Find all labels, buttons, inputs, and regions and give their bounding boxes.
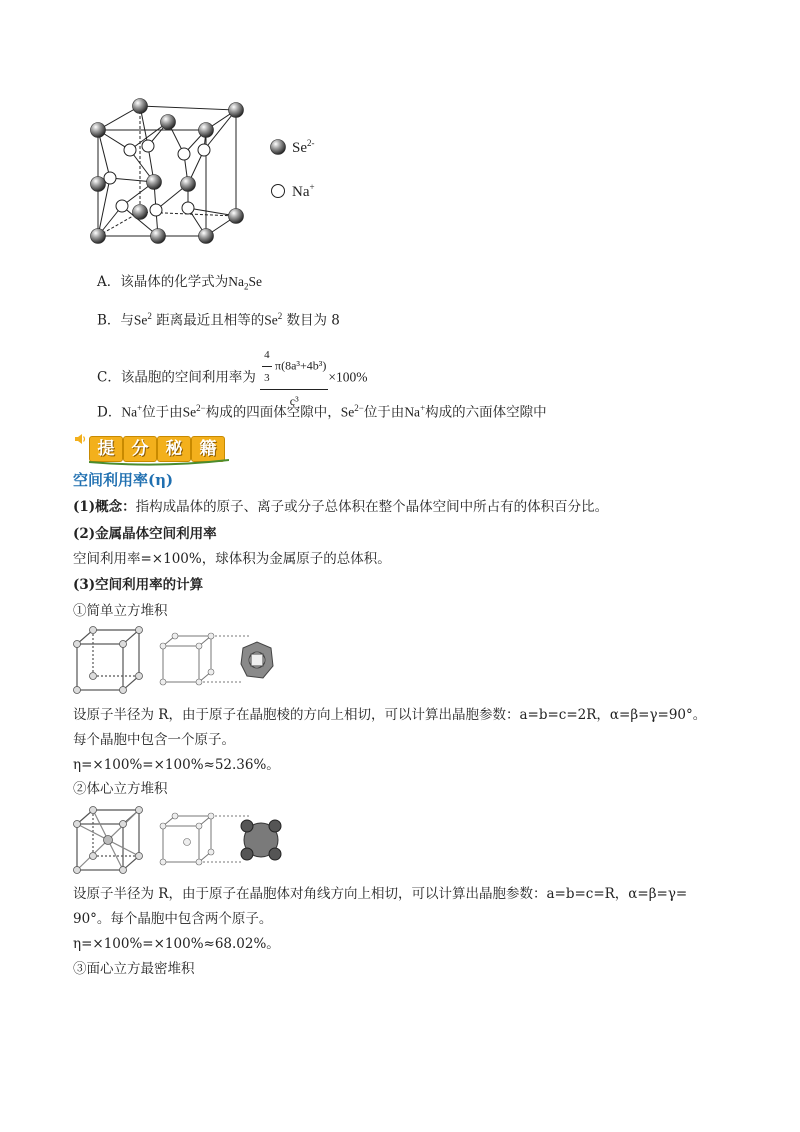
se-legend-label: $Se^{2-}$ [292, 138, 315, 156]
badge-char-4: 籍 [191, 436, 225, 462]
badge-underline-swoosh [89, 458, 229, 468]
na-legend-label: Na+ [292, 182, 315, 200]
badge-char-3: 秘 [157, 436, 191, 462]
concept-line: (1)概念：指构成晶体的原子、离子或分子总体积在整个晶体空间中所占有的体积百分比。 [73, 499, 609, 515]
tips-badge [73, 432, 217, 462]
simple-title: ①简单立方堆积 [73, 603, 168, 619]
bcc-eta: η=×100%=×100%≈68.02%。 [73, 936, 280, 952]
option-b: B．与Se$^2$ 距离最近且相等的Se$^2$ 数目为 8 [97, 311, 340, 329]
se-legend-icon [269, 138, 287, 156]
bcc-desc-2: 90°。每个晶胞中包含两个原子。 [73, 911, 273, 927]
bcc-title: ②体心立方堆积 [73, 781, 168, 797]
bcc-figure [73, 806, 283, 874]
simple-eta: η=×100%=×100%≈52.36%。 [73, 757, 280, 773]
na-legend-icon [269, 182, 287, 200]
section-title: 空间利用率(η) [73, 471, 174, 489]
metal-text: 空间利用率=×100%，球体积为金属原子的总体积。 [73, 551, 391, 567]
fcc-title: ③面心立方最密堆积 [73, 961, 195, 977]
option-c: C．该晶胞的空间利用率为 $\frac{4}{3}$ π(8a³+4b³) c³ ×100% [97, 344, 367, 412]
metal-title: (2)金属晶体空间利用率 [73, 526, 217, 542]
simple-desc-1: 设原子半径为 R，由于原子在晶胞棱的方向上相切，可以计算出晶胞参数：a=b=c=2R，α=β=γ=90°。 [73, 707, 707, 723]
badge-char-1: 提 [89, 436, 123, 462]
simple-cubic-figure [73, 626, 278, 696]
crystal-structure-figure [80, 98, 255, 248]
option-a: A．该晶体的化学式为$Na_2Se$ [97, 274, 262, 292]
calc-title: (3)空间利用率的计算 [73, 577, 204, 593]
bcc-desc-1: 设原子半径为 R，由于原子在晶胞体对角线方向上相切，可以计算出晶胞参数：a=b=c=R，α=β=γ= [73, 886, 688, 902]
option-c-fraction: $\frac{4}{3}$ π(8a³+4b³) c³ [260, 344, 328, 412]
badge-char-2: 分 [123, 436, 157, 462]
speaker-icon [73, 432, 87, 446]
option-d: D．Na+位于由$Se^{2-}$构成的四面体空隙中，$Se^{2-}$位于由Na+构成的六面体空隙中 [97, 403, 547, 421]
simple-desc-2: 每个晶胞中包含一个原子。 [73, 732, 235, 748]
